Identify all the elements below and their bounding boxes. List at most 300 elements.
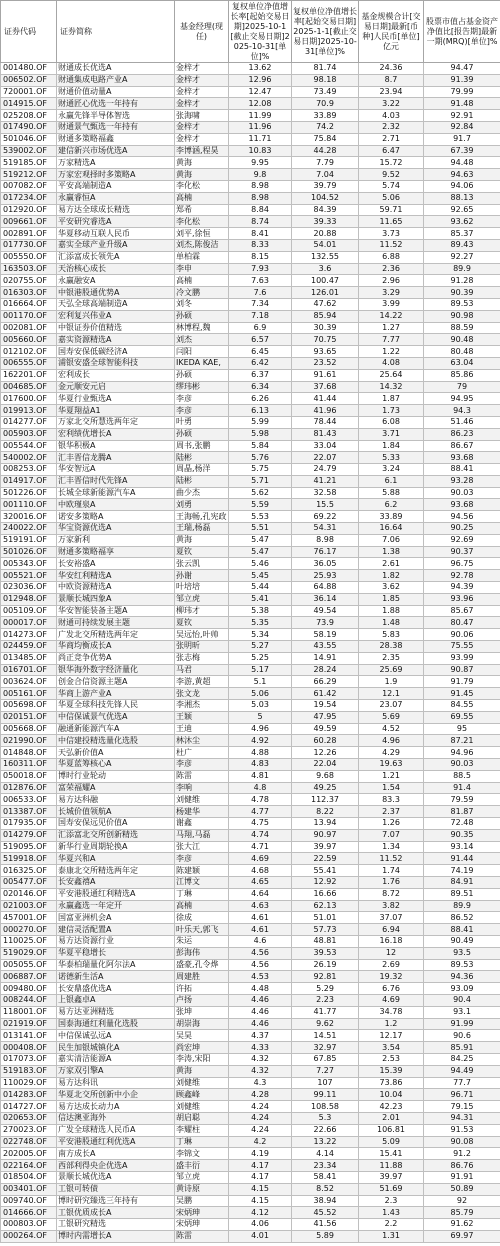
table-row[interactable] bbox=[1, 381, 500, 393]
cell-stock-ratio: 88.13 bbox=[424, 192, 500, 204]
table-row[interactable] bbox=[1, 275, 500, 287]
table-row[interactable] bbox=[1, 487, 500, 499]
cell-return-ytd: 78.44 bbox=[292, 416, 359, 428]
cell-stock-ratio: 69.97 bbox=[424, 1230, 500, 1242]
cell-stock-ratio: 69.55 bbox=[424, 711, 500, 723]
table-row[interactable] bbox=[1, 110, 500, 122]
cell-return-oct: 6.45 bbox=[229, 346, 292, 358]
cell-return-oct: 13.62 bbox=[229, 63, 292, 75]
table-row[interactable] bbox=[1, 652, 500, 664]
cell-stock-ratio: 93.68 bbox=[424, 499, 500, 511]
cell-name: 永赢融安A bbox=[57, 275, 175, 287]
cell-stock-ratio: 84.55 bbox=[424, 700, 500, 712]
cell-size: 34.78 bbox=[359, 1006, 424, 1018]
cell-name: 浦银安盛全球智能科技 bbox=[57, 357, 175, 369]
table-row[interactable] bbox=[1, 523, 500, 535]
cell-name: 天弘全球高端制造A bbox=[57, 298, 175, 310]
table-row[interactable] bbox=[1, 74, 500, 86]
cell-code: 519191.OF bbox=[1, 534, 57, 546]
cell-stock-ratio: 84.25 bbox=[424, 1053, 500, 1065]
cell-code: 000408.OF bbox=[1, 1042, 57, 1054]
table-row[interactable] bbox=[1, 711, 500, 723]
table-row[interactable] bbox=[1, 405, 500, 417]
cell-size: 1.38 bbox=[359, 546, 424, 558]
table-row[interactable] bbox=[1, 121, 500, 133]
table-row[interactable] bbox=[1, 605, 500, 617]
table-row[interactable] bbox=[1, 346, 500, 358]
cell-name: 宏利绩优增长A bbox=[57, 428, 175, 440]
cell-manager: 张云凯 bbox=[175, 558, 229, 570]
cell-return-ytd: 81.74 bbox=[292, 63, 359, 75]
cell-code: 020755.OF bbox=[1, 275, 57, 287]
table-row[interactable] bbox=[1, 1101, 500, 1113]
cell-return-ytd: 4.14 bbox=[292, 1148, 359, 1160]
cell-code: 004685.OF bbox=[1, 381, 57, 393]
cell-size: 1.54 bbox=[359, 782, 424, 794]
table-row[interactable] bbox=[1, 546, 500, 558]
cell-size: 3.24 bbox=[359, 464, 424, 476]
cell-code: 270023.OF bbox=[1, 1124, 57, 1136]
cell-manager: 金梓才 bbox=[175, 63, 229, 75]
cell-size: 2.37 bbox=[359, 806, 424, 818]
cell-size: 11.65 bbox=[359, 216, 424, 228]
cell-manager: 卢扬 bbox=[175, 994, 229, 1006]
cell-stock-ratio: 90.4 bbox=[424, 994, 500, 1006]
cell-stock-ratio: 93.99 bbox=[424, 652, 500, 664]
cell-return-ytd: 3.6 bbox=[292, 263, 359, 275]
table-row[interactable] bbox=[1, 582, 500, 594]
table-row[interactable] bbox=[1, 1219, 500, 1231]
table-row[interactable] bbox=[1, 216, 500, 228]
cell-stock-ratio: 94.47 bbox=[424, 63, 500, 75]
cell-return-oct: 12.47 bbox=[229, 86, 292, 98]
cell-name: 西部利得央企优选A bbox=[57, 1160, 175, 1172]
cell-size: 6.88 bbox=[359, 251, 424, 263]
cell-manager: 李博涵,程昊 bbox=[175, 145, 229, 157]
table-row[interactable] bbox=[1, 133, 500, 145]
cell-name: 平安研究睿选A bbox=[57, 216, 175, 228]
cell-size: 12.17 bbox=[359, 1030, 424, 1042]
header-security-name[interactable]: 证券简称 bbox=[57, 1, 175, 63]
cell-return-oct: 7.6 bbox=[229, 287, 292, 299]
table-row[interactable] bbox=[1, 818, 500, 830]
cell-return-oct: 4.32 bbox=[229, 1065, 292, 1077]
cell-return-ytd: 37.68 bbox=[292, 381, 359, 393]
cell-stock-ratio: 90.08 bbox=[424, 1136, 500, 1148]
cell-return-ytd: 22.59 bbox=[292, 853, 359, 865]
cell-return-ytd: 43.55 bbox=[292, 641, 359, 653]
table-row[interactable] bbox=[1, 853, 500, 865]
cell-return-ytd: 36.14 bbox=[292, 593, 359, 605]
cell-manager: 张文龙 bbox=[175, 688, 229, 700]
table-row[interactable] bbox=[1, 86, 500, 98]
cell-manager: 张大江 bbox=[175, 841, 229, 853]
cell-size: 1.34 bbox=[359, 841, 424, 853]
cell-return-oct: 4.68 bbox=[229, 865, 292, 877]
cell-name: 宏利成长 bbox=[57, 369, 175, 381]
cell-manager: 刘健维 bbox=[175, 1101, 229, 1113]
table-row[interactable] bbox=[1, 440, 500, 452]
table-row[interactable] bbox=[1, 664, 500, 676]
table-row[interactable] bbox=[1, 180, 500, 192]
cell-size: 12.1 bbox=[359, 688, 424, 700]
cell-return-oct: 4.65 bbox=[229, 876, 292, 888]
cell-manager: 高楠 bbox=[175, 192, 229, 204]
cell-return-ytd: 36.05 bbox=[292, 558, 359, 570]
cell-name: 银华海外数字经济量化 bbox=[57, 664, 175, 676]
table-row[interactable] bbox=[1, 888, 500, 900]
cell-stock-ratio: 94.36 bbox=[424, 971, 500, 983]
cell-stock-ratio: 88.41 bbox=[424, 924, 500, 936]
cell-code: 320016.OF bbox=[1, 511, 57, 523]
cell-code: 012920.OF bbox=[1, 204, 57, 216]
cell-name: 诺安多策略A bbox=[57, 511, 175, 523]
cell-stock-ratio: 90.06 bbox=[424, 629, 500, 641]
cell-stock-ratio: 91.2 bbox=[424, 1148, 500, 1160]
cell-code: 013387.OF bbox=[1, 806, 57, 818]
cell-manager: 黄海 bbox=[175, 169, 229, 181]
cell-name: 新华行业周期轮换A bbox=[57, 841, 175, 853]
cell-manager: 曲少杰 bbox=[175, 487, 229, 499]
cell-name: 广发全球精选人民币A bbox=[57, 1124, 175, 1136]
cell-return-ytd: 13.22 bbox=[292, 1136, 359, 1148]
cell-name: 财通匠心优选一年持有 bbox=[57, 98, 175, 110]
table-row[interactable] bbox=[1, 475, 500, 487]
cell-code: 012876.OF bbox=[1, 782, 57, 794]
table-row[interactable] bbox=[1, 994, 500, 1006]
table-row[interactable] bbox=[1, 310, 500, 322]
cell-stock-ratio: 94.49 bbox=[424, 1065, 500, 1077]
cell-name: 中银港股通优势A bbox=[57, 287, 175, 299]
cell-manager: 王颖 bbox=[175, 711, 229, 723]
cell-return-ytd: 47.95 bbox=[292, 711, 359, 723]
cell-manager: 李游,黄超 bbox=[175, 676, 229, 688]
cell-code: 016303.OF bbox=[1, 287, 57, 299]
cell-code: 519029.OF bbox=[1, 947, 57, 959]
cell-return-ytd: 30.39 bbox=[292, 322, 359, 334]
cell-stock-ratio: 90.49 bbox=[424, 935, 500, 947]
table-row[interactable] bbox=[1, 782, 500, 794]
cell-return-ytd: 84.39 bbox=[292, 204, 359, 216]
table-row[interactable] bbox=[1, 452, 500, 464]
cell-size: 4.96 bbox=[359, 735, 424, 747]
cell-stock-ratio: 96.75 bbox=[424, 558, 500, 570]
cell-manager: 黄海 bbox=[175, 534, 229, 546]
cell-return-oct: 4.64 bbox=[229, 888, 292, 900]
cell-return-oct: 5.27 bbox=[229, 641, 292, 653]
cell-code: 005343.OF bbox=[1, 558, 57, 570]
table-row[interactable] bbox=[1, 1148, 500, 1160]
table-row[interactable] bbox=[1, 629, 500, 641]
table-row[interactable] bbox=[1, 1112, 500, 1124]
cell-return-ytd: 39.33 bbox=[292, 216, 359, 228]
cell-size: 4.52 bbox=[359, 723, 424, 735]
table-row[interactable] bbox=[1, 829, 500, 841]
cell-manager: 李湘杰 bbox=[175, 700, 229, 712]
cell-stock-ratio: 91.91 bbox=[424, 1171, 500, 1183]
cell-return-ytd: 49.54 bbox=[292, 605, 359, 617]
table-row[interactable] bbox=[1, 499, 500, 511]
cell-code: 014915.OF bbox=[1, 98, 57, 110]
table-row[interactable] bbox=[1, 534, 500, 546]
cell-name: 建信灵活配置A bbox=[57, 924, 175, 936]
cell-size: 1.76 bbox=[359, 876, 424, 888]
cell-manager: 刘健维 bbox=[175, 1077, 229, 1089]
cell-return-oct: 5.47 bbox=[229, 534, 292, 546]
table-row[interactable] bbox=[1, 876, 500, 888]
cell-name: 国寿安保低碳经济A bbox=[57, 346, 175, 358]
table-row[interactable] bbox=[1, 357, 500, 369]
header-fund-manager[interactable]: 基金经理(现任) bbox=[175, 1, 229, 63]
cell-code: 005550.OF bbox=[1, 251, 57, 263]
cell-name: 华安红利精选A bbox=[57, 570, 175, 582]
cell-stock-ratio: 87.21 bbox=[424, 735, 500, 747]
table-row[interactable] bbox=[1, 464, 500, 476]
cell-name: 华安智远A bbox=[57, 464, 175, 476]
cell-manager: 刘冬 bbox=[175, 298, 229, 310]
header-return-october[interactable]: 复权单位净值增长率[起始交易日期]2025-10-1[截止交易日期]2025-10-31[单位]% bbox=[230, 1, 290, 61]
table-row[interactable] bbox=[1, 558, 500, 570]
cell-code: 001170.OF bbox=[1, 310, 57, 322]
table-row[interactable] bbox=[1, 157, 500, 169]
cell-code: 016325.OF bbox=[1, 865, 57, 877]
table-row[interactable] bbox=[1, 759, 500, 771]
cell-stock-ratio: 92.69 bbox=[424, 534, 500, 546]
cell-size: 4.69 bbox=[359, 994, 424, 1006]
cell-name: 华商均衡成长A bbox=[57, 641, 175, 653]
cell-return-ytd: 33.04 bbox=[292, 440, 359, 452]
cell-manager: 李彦 bbox=[175, 393, 229, 405]
cell-name: 华夏蓝筹核心A bbox=[57, 759, 175, 771]
cell-stock-ratio: 90.6 bbox=[424, 1030, 500, 1042]
cell-manager: 张坤 bbox=[175, 1006, 229, 1018]
cell-return-oct: 6.13 bbox=[229, 405, 292, 417]
cell-stock-ratio: 85.37 bbox=[424, 228, 500, 240]
table-row[interactable] bbox=[1, 428, 500, 440]
cell-stock-ratio: 90.98 bbox=[424, 310, 500, 322]
table-row[interactable] bbox=[1, 865, 500, 877]
table-row[interactable] bbox=[1, 1160, 500, 1172]
table-row[interactable] bbox=[1, 369, 500, 381]
cell-manager: 宋炳珅 bbox=[175, 1219, 229, 1231]
cell-stock-ratio: 91.7 bbox=[424, 133, 500, 145]
cell-return-ytd: 16.66 bbox=[292, 888, 359, 900]
cell-code: 540002.OF bbox=[1, 452, 57, 464]
cell-code: 000017.OF bbox=[1, 617, 57, 629]
table-row[interactable] bbox=[1, 747, 500, 759]
table-row[interactable] bbox=[1, 841, 500, 853]
table-row[interactable] bbox=[1, 322, 500, 334]
table-row[interactable] bbox=[1, 239, 500, 251]
cell-return-ytd: 28.24 bbox=[292, 664, 359, 676]
table-row[interactable] bbox=[1, 98, 500, 110]
cell-return-oct: 12.08 bbox=[229, 98, 292, 110]
cell-stock-ratio: 80.47 bbox=[424, 617, 500, 629]
table-row[interactable] bbox=[1, 688, 500, 700]
cell-return-ytd: 51.01 bbox=[292, 912, 359, 924]
cell-name: 嘉实全球产业升级A bbox=[57, 239, 175, 251]
table-row[interactable] bbox=[1, 1136, 500, 1148]
cell-return-ytd: 73.49 bbox=[292, 86, 359, 98]
cell-code: 501226.OF bbox=[1, 487, 57, 499]
cell-return-ytd: 20.88 bbox=[292, 228, 359, 240]
cell-return-ytd: 14.51 bbox=[292, 1030, 359, 1042]
cell-code: 014666.OF bbox=[1, 1207, 57, 1219]
header-stock-ratio[interactable]: 股票市值占基金资产净值比[报告期]最新一期(MRQ)[单位]% bbox=[424, 1, 500, 63]
cell-code: 019913.OF bbox=[1, 405, 57, 417]
cell-return-oct: 4.56 bbox=[229, 947, 292, 959]
cell-return-ytd: 73.9 bbox=[292, 617, 359, 629]
cell-return-ytd: 39.97 bbox=[292, 841, 359, 853]
table-row[interactable] bbox=[1, 169, 500, 181]
cell-code: 005903.OF bbox=[1, 428, 57, 440]
cell-stock-ratio: 86.67 bbox=[424, 440, 500, 452]
cell-return-ytd: 99.11 bbox=[292, 1089, 359, 1101]
cell-return-ytd: 76.17 bbox=[292, 546, 359, 558]
table-row[interactable] bbox=[1, 959, 500, 971]
cell-code: 017600.OF bbox=[1, 393, 57, 405]
cell-stock-ratio: 75.55 bbox=[424, 641, 500, 653]
cell-stock-ratio: 85.67 bbox=[424, 605, 500, 617]
table-row[interactable] bbox=[1, 1077, 500, 1089]
table-row[interactable] bbox=[1, 947, 500, 959]
table-row[interactable] bbox=[1, 1053, 500, 1065]
table-row[interactable] bbox=[1, 1124, 500, 1136]
cell-return-oct: 5.76 bbox=[229, 452, 292, 464]
table-row[interactable] bbox=[1, 511, 500, 523]
table-row[interactable] bbox=[1, 1030, 500, 1042]
table-row[interactable] bbox=[1, 735, 500, 747]
cell-code: 457001.OF bbox=[1, 912, 57, 924]
cell-size: 33.89 bbox=[359, 511, 424, 523]
cell-name: 汇丰晋信龙腾A bbox=[57, 452, 175, 464]
table-row[interactable] bbox=[1, 900, 500, 912]
table-row[interactable] bbox=[1, 641, 500, 653]
cell-return-ytd: 12.26 bbox=[292, 747, 359, 759]
cell-return-ytd: 44.28 bbox=[292, 145, 359, 157]
cell-size: 1.2 bbox=[359, 1018, 424, 1030]
table-row[interactable] bbox=[1, 770, 500, 782]
cell-size: 2.71 bbox=[359, 133, 424, 145]
cell-code: 013141.OF bbox=[1, 1030, 57, 1042]
table-row[interactable] bbox=[1, 1006, 500, 1018]
cell-size: 4.03 bbox=[359, 110, 424, 122]
table-row[interactable] bbox=[1, 1089, 500, 1101]
cell-manager: 高楠 bbox=[175, 275, 229, 287]
cell-name: 汇添富成长领先A bbox=[57, 251, 175, 263]
cell-return-ytd: 112.37 bbox=[292, 794, 359, 806]
cell-return-ytd: 26.19 bbox=[292, 959, 359, 971]
table-row[interactable] bbox=[1, 1171, 500, 1183]
table-row[interactable] bbox=[1, 593, 500, 605]
table-row[interactable] bbox=[1, 263, 500, 275]
table-row[interactable] bbox=[1, 912, 500, 924]
table-row[interactable] bbox=[1, 1065, 500, 1077]
cell-name: 华夏移动互联人民币 bbox=[57, 228, 175, 240]
cell-return-oct: 6.57 bbox=[229, 334, 292, 346]
cell-name: 工银可转债 bbox=[57, 1183, 175, 1195]
table-row[interactable] bbox=[1, 806, 500, 818]
cell-name: 华安智能装备主题A bbox=[57, 605, 175, 617]
cell-return-oct: 7.93 bbox=[229, 263, 292, 275]
cell-name: 平安高端制造A bbox=[57, 180, 175, 192]
cell-name: 嘉实清洁能源A bbox=[57, 1053, 175, 1065]
table-row[interactable] bbox=[1, 416, 500, 428]
cell-code: 022748.OF bbox=[1, 1136, 57, 1148]
table-row[interactable] bbox=[1, 228, 500, 240]
table-row[interactable] bbox=[1, 334, 500, 346]
cell-code: 519095.OF bbox=[1, 841, 57, 853]
table-row[interactable] bbox=[1, 676, 500, 688]
table-row[interactable] bbox=[1, 570, 500, 582]
cell-size: 1.43 bbox=[359, 1207, 424, 1219]
cell-size: 3.82 bbox=[359, 900, 424, 912]
table-row[interactable] bbox=[1, 1018, 500, 1030]
header-return-ytd[interactable]: 复权单位净值增长率[起始交易日期]2025-1-1[截止交易日期]2025-10-31[单位]% bbox=[292, 1, 359, 63]
cell-stock-ratio: 90.37 bbox=[424, 546, 500, 558]
table-row[interactable] bbox=[1, 1183, 500, 1195]
table-row[interactable] bbox=[1, 617, 500, 629]
table-row[interactable] bbox=[1, 924, 500, 936]
cell-stock-ratio: 50.89 bbox=[424, 1183, 500, 1195]
table-row[interactable] bbox=[1, 935, 500, 947]
cell-return-oct: 4.24 bbox=[229, 1124, 292, 1136]
cell-size: 2.3 bbox=[359, 1195, 424, 1207]
cell-size: 5.09 bbox=[359, 1136, 424, 1148]
table-row[interactable] bbox=[1, 251, 500, 263]
cell-size: 8.72 bbox=[359, 888, 424, 900]
cell-stock-ratio: 91.79 bbox=[424, 676, 500, 688]
cell-size: 4.08 bbox=[359, 357, 424, 369]
cell-return-ytd: 5.29 bbox=[292, 983, 359, 995]
cell-manager: 陆彬 bbox=[175, 475, 229, 487]
cell-name: 国泰海通红利量化选股 bbox=[57, 1018, 175, 1030]
table-row[interactable] bbox=[1, 983, 500, 995]
table-row[interactable] bbox=[1, 723, 500, 735]
table-row[interactable] bbox=[1, 204, 500, 216]
cell-size: 2.61 bbox=[359, 558, 424, 570]
table-row[interactable] bbox=[1, 298, 500, 310]
cell-stock-ratio: 92.84 bbox=[424, 121, 500, 133]
table-row[interactable] bbox=[1, 794, 500, 806]
table-row[interactable] bbox=[1, 192, 500, 204]
table-row[interactable] bbox=[1, 1230, 500, 1242]
table-row[interactable] bbox=[1, 1195, 500, 1207]
table-row[interactable] bbox=[1, 971, 500, 983]
cell-manager: 柳玮才 bbox=[175, 605, 229, 617]
table-row[interactable] bbox=[1, 63, 500, 75]
header-fund-size[interactable]: 基金规模合计[交易日期]最新[币种]人民币[单位]亿元 bbox=[359, 1, 424, 63]
table-row[interactable] bbox=[1, 1207, 500, 1219]
cell-return-oct: 4.06 bbox=[229, 1219, 292, 1231]
cell-name: 华夏翔益A1 bbox=[57, 405, 175, 417]
cell-stock-ratio: 92.27 bbox=[424, 251, 500, 263]
cell-code: 014277.OF bbox=[1, 416, 57, 428]
cell-return-oct: 5.34 bbox=[229, 629, 292, 641]
cell-size: 5.88 bbox=[359, 487, 424, 499]
cell-manager: 刘杰 bbox=[175, 334, 229, 346]
cell-manager: 金梓才 bbox=[175, 98, 229, 110]
table-row[interactable] bbox=[1, 1042, 500, 1054]
table-row[interactable] bbox=[1, 145, 500, 157]
cell-return-ytd: 69.22 bbox=[292, 511, 359, 523]
table-row[interactable] bbox=[1, 700, 500, 712]
cell-size: 1.31 bbox=[359, 1230, 424, 1242]
table-row[interactable] bbox=[1, 287, 500, 299]
header-security-code[interactable]: 证券代码 bbox=[1, 1, 57, 63]
cell-name: 国寿安保远见价值A bbox=[57, 818, 175, 830]
table-row[interactable] bbox=[1, 393, 500, 405]
